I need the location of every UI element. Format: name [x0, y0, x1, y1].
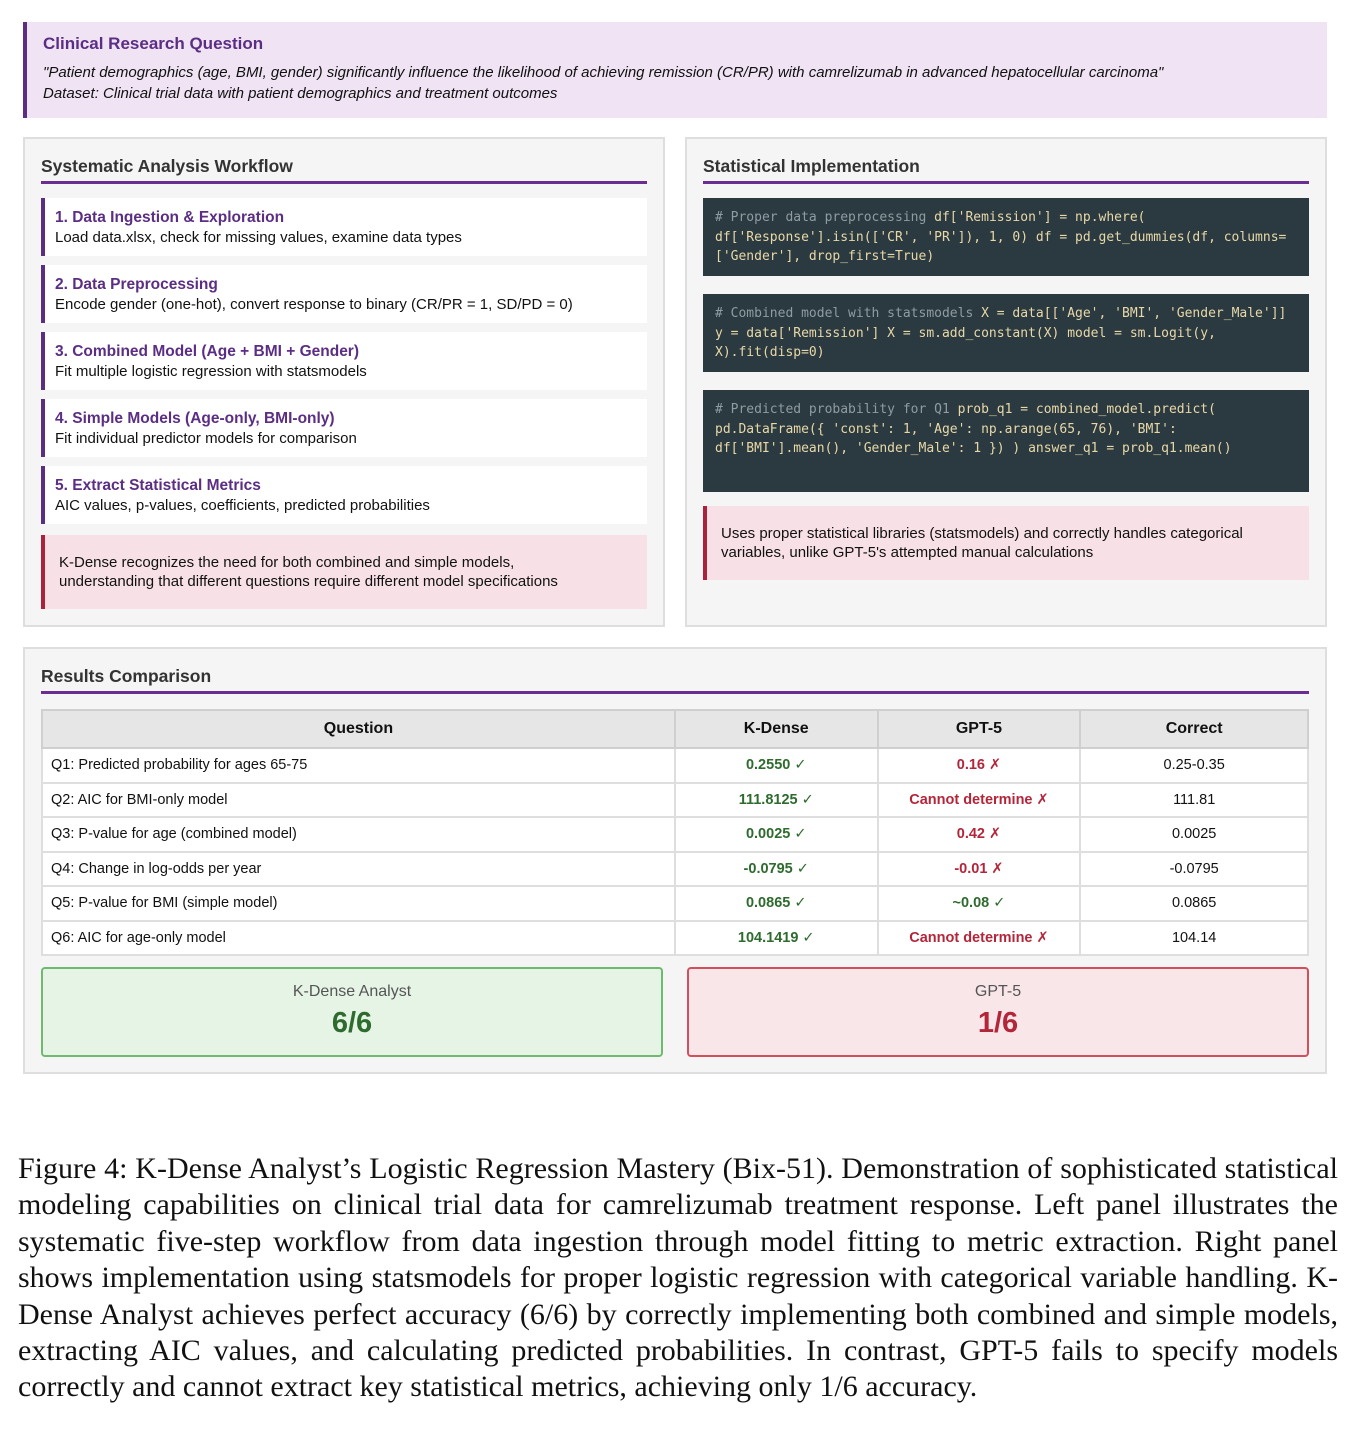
workflow-note-line-1: K-Dense recognizes the need for both combined and simple models, [59, 554, 515, 571]
header-kdense: K-Dense [675, 710, 878, 748]
code-block-prediction [703, 390, 1309, 492]
kdense-score-card [41, 967, 663, 1057]
question-cell: Q6: AIC for age-only model [42, 921, 675, 956]
correct-cell: 111.81 [1080, 783, 1308, 818]
workflow-step-2 [41, 265, 647, 323]
step-title: 3. Combined Model (Age + BMI + Gender) [55, 342, 360, 360]
workflow-step-1 [41, 198, 647, 256]
code-comment: # Combined model with statsmodels [715, 306, 974, 321]
kdense-score-value: 6/6 [331, 1007, 373, 1039]
kdense-cell: 0.0865 ✓ [675, 886, 878, 921]
workflow-title: Systematic Analysis Workflow [41, 156, 293, 176]
gpt5-cell: Cannot determine ✗ [878, 921, 1081, 956]
correct-cell: 0.25-0.35 [1080, 748, 1308, 783]
code-body: df['Remission'] = np.where( df['Response'].isin(['CR', 'PR']), 1, 0) df = pd.get_dummies(df, columns=['Gender'], drop_first=True) [715, 210, 1287, 264]
gpt5-score-label: GPT-5 [974, 983, 1022, 1000]
research-dataset-text: Dataset: Clinical trial data with patient demographics and treatment outcomes [43, 85, 558, 102]
results-panel [23, 647, 1327, 1074]
step-description: Fit individual predictor models for comparison [55, 429, 357, 447]
step-description: Fit multiple logistic regression with statsmodels [55, 362, 367, 380]
table-row [42, 748, 1308, 783]
gpt5-cell: 0.16 ✗ [878, 748, 1081, 783]
implementation-title-rule [703, 181, 1309, 184]
implementation-note-line-1: Uses proper statistical libraries (statsmodels) and correctly handles categorical [721, 525, 1243, 542]
code-body: X = data[['Age', 'BMI', 'Gender_Male']] y = data['Remission'] X = sm.add_constant(X) model = sm.Logit(y, X).fit(disp=0) [715, 306, 1287, 360]
table-row [42, 817, 1308, 852]
implementation-panel [685, 137, 1327, 627]
code-comment: # Predicted probability for Q1 [715, 402, 950, 417]
results-title-rule [41, 691, 1309, 694]
gpt5-score-value: 1/6 [977, 1007, 1019, 1039]
kdense-cell: 104.1419 ✓ [675, 921, 878, 956]
header-correct: Correct [1080, 710, 1308, 748]
results-title: Results Comparison [41, 666, 212, 686]
implementation-note [703, 506, 1309, 580]
question-cell: Q3: P-value for age (combined model) [42, 817, 675, 852]
table-row [42, 783, 1308, 818]
implementation-title: Statistical Implementation [703, 156, 920, 176]
gpt5-cell: -0.01 ✗ [878, 852, 1081, 887]
workflow-panel [23, 137, 665, 627]
kdense-score-label: K-Dense Analyst [292, 983, 412, 1000]
research-question-title: Clinical Research Question [43, 34, 264, 53]
workflow-note-line-2: understanding that different questions require different model specifications [59, 573, 558, 590]
code-block-combined-model [703, 294, 1309, 372]
gpt5-cell: ~0.08 ✓ [878, 886, 1081, 921]
research-question-text: "Patient demographics (age, BMI, gender) significantly influence the likelihood of achieving remission (CR/PR) with camrelizumab in advanced hepatocellular carcinoma" [43, 64, 1164, 81]
step-title: 4. Simple Models (Age-only, BMI-only) [55, 409, 335, 427]
table-row [42, 852, 1308, 887]
gpt5-cell: Cannot determine ✗ [878, 783, 1081, 818]
workflow-title-rule [41, 181, 647, 184]
table-row [42, 921, 1308, 956]
kdense-cell: 0.2550 ✓ [675, 748, 878, 783]
question-cell: Q2: AIC for BMI-only model [42, 783, 675, 818]
question-cell: Q1: Predicted probability for ages 65-75 [42, 748, 675, 783]
code-block-preprocessing [703, 198, 1309, 276]
correct-cell: 0.0865 [1080, 886, 1308, 921]
table-row [42, 886, 1308, 921]
question-cell: Q5: P-value for BMI (simple model) [42, 886, 675, 921]
workflow-step-4 [41, 399, 647, 457]
correct-cell: -0.0795 [1080, 852, 1308, 887]
research-question-box [23, 22, 1327, 118]
kdense-cell: 111.8125 ✓ [675, 783, 878, 818]
workflow-note [41, 535, 647, 609]
step-title: 1. Data Ingestion & Exploration [55, 208, 285, 226]
correct-cell: 104.14 [1080, 921, 1308, 956]
correct-cell: 0.0025 [1080, 817, 1308, 852]
workflow-step-3 [41, 332, 647, 390]
step-title: 2. Data Preprocessing [55, 275, 218, 293]
implementation-note-line-2: variables, unlike GPT-5's attempted manual calculations [721, 544, 1094, 561]
code-comment: # Proper data preprocessing [715, 210, 927, 225]
code-body: prob_q1 = combined_model.predict( pd.DataFrame({ 'const': 1, 'Age': np.arange(65, 76), 'BMI': df['BMI'].mean(), 'Gender_Male': 1 }) ) answer_q1 = prob_q1.mean() [715, 402, 1232, 456]
header-gpt5: GPT-5 [878, 710, 1081, 748]
gpt5-cell: 0.42 ✗ [878, 817, 1081, 852]
step-description: Encode gender (one-hot), convert response to binary (CR/PR = 1, SD/PD = 0) [55, 295, 573, 313]
question-cell: Q4: Change in log-odds per year [42, 852, 675, 887]
step-description: AIC values, p-values, coefficients, predicted probabilities [55, 496, 430, 514]
results-table [41, 709, 1309, 956]
kdense-cell: -0.0795 ✓ [675, 852, 878, 887]
step-description: Load data.xlsx, check for missing values, examine data types [55, 228, 462, 246]
header-question: Question [42, 710, 675, 748]
table-header-row [42, 710, 1308, 748]
gpt5-score-card [687, 967, 1309, 1057]
figure-caption: Figure 4: K-Dense Analyst’s Logistic Regression Mastery (Bix-51). Demonstration of sophisticated statistical modeling capabilities on clinical trial data for camrelizumab treatment response. Left panel illustrates the systematic five-step workflow from data ingestion through model fitting to metric extraction. Right panel shows implementation using statsmodels for proper logistic regression with categorical variable handling. K-Dense Analyst achieves perfect accuracy (6/6) by correctly implementing both combined and simple models, extracting AIC values, and calculating predicted probabilities. In contrast, GPT-5 fails to specify models correctly and cannot extract key statistical metrics, achieving only 1/6 accuracy. [18, 1152, 1338, 1404]
workflow-step-5 [41, 466, 647, 524]
step-title: 5. Extract Statistical Metrics [55, 476, 261, 494]
kdense-cell: 0.0025 ✓ [675, 817, 878, 852]
